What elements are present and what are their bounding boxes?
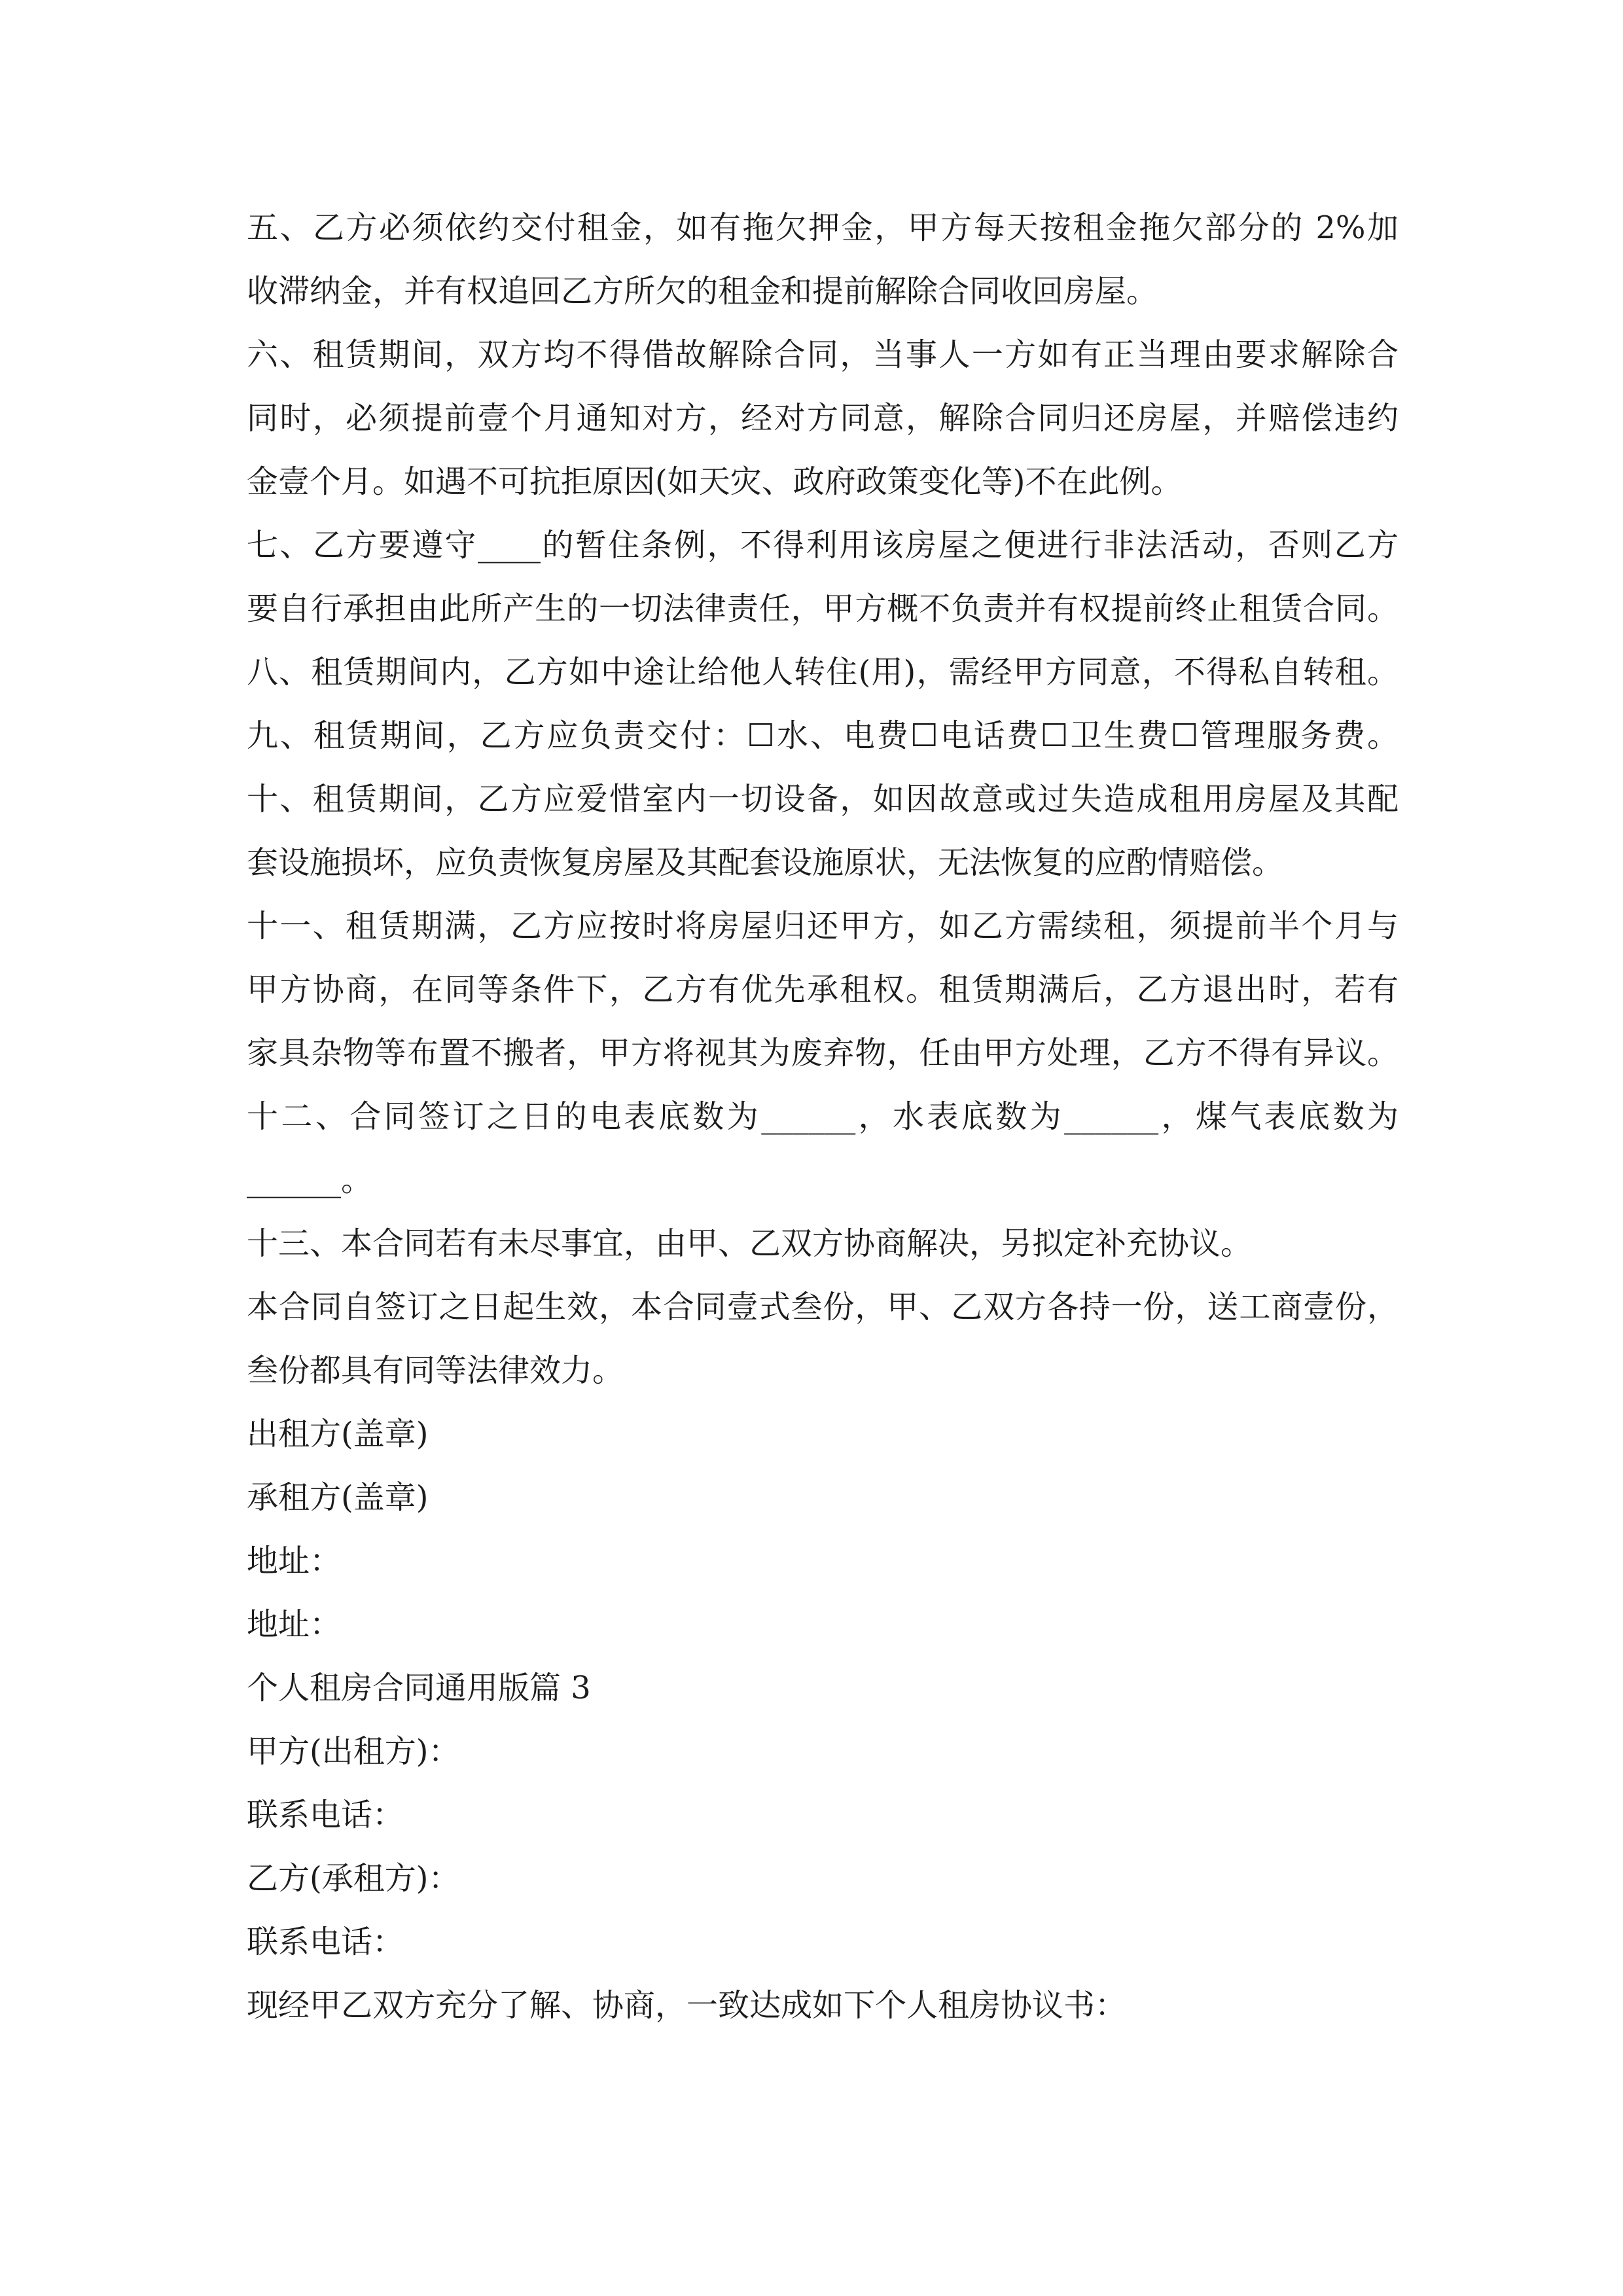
clause-6-line-2: 同时，必须提前壹个月通知对方，经对方同意，解除合同归还房屋，并赔偿违约 [247,400,1399,437]
clause-13-line-1: 十三、本合同若有未尽事宜，由甲、乙双方协商解决，另拟定补充协议。 [247,1225,1253,1262]
clause-7-line-1: 七、乙方要遵守____的暂住条例，不得利用该房屋之便进行非法活动，否则乙方 [247,527,1399,564]
lessor-address-label: 地址： [247,1543,342,1579]
party-a-phone-label: 联系电话： [247,1797,404,1833]
document-body [247,196,1399,2037]
effective-clause-line-2: 叁份都具有同等法律效力。 [247,1352,624,1389]
clause-7-line-2: 要自行承担由此所产生的一切法律责任，甲方概不负责并有权提前终止租赁合同。 [247,590,1399,627]
clause-11-line-2: 甲方协商，在同等条件下，乙方有优先承租权。租赁期满后，乙方退出时，若有 [247,971,1399,1008]
clause-10-line-2: 套设施损坏，应负责恢复房屋及其配套设施原状，无法恢复的应酌情赔偿。 [247,844,1284,881]
effective-clause-line-1: 本合同自签订之日起生效，本合同壹式叁份，甲、乙双方各持一份，送工商壹份， [247,1289,1399,1325]
section-heading: 个人租房合同通用版篇 3 [247,1670,591,1706]
party-b-label: 乙方(承租方)： [247,1860,460,1897]
clause-12-line-2: ______。 [247,1162,373,1198]
clause-11-line-1: 十一、租赁期满，乙方应按时将房屋归还甲方，如乙方需续租，须提前半个月与 [247,908,1399,944]
agreement-intro: 现经甲乙双方充分了解、协商，一致达成如下个人租房协议书： [247,1987,1127,2024]
party-b-phone-label: 联系电话： [247,1924,404,1960]
lessee-seal-label: 承租方(盖章) [247,1479,429,1516]
clause-5-line-1: 五、乙方必须依约交付租金，如有拖欠押金，甲方每天按租金拖欠部分的 2%加 [247,209,1399,246]
clause-9-line-1: 九、租赁期间，乙方应负责交付：☐水、电费☐电话费☐卫生费☐管理服务费。 [247,717,1399,754]
party-a-label: 甲方(出租方)： [247,1733,460,1770]
clause-6-line-1: 六、租赁期间，双方均不得借故解除合同，当事人一方如有正当理由要求解除合 [247,336,1399,373]
clause-5-line-2: 收滞纳金，并有权追回乙方所欠的租金和提前解除合同收回房屋。 [247,273,1158,310]
lessor-seal-label: 出租方(盖章) [247,1416,429,1452]
clause-11-line-3: 家具杂物等布置不搬者，甲方将视其为废弃物，任由甲方处理，乙方不得有异议。 [247,1035,1399,1071]
clause-10-line-1: 十、租赁期间，乙方应爱惜室内一切设备，如因故意或过失造成租用房屋及其配 [247,781,1399,817]
clause-8-line-1: 八、租赁期间内，乙方如中途让给他人转住(用)，需经甲方同意，不得私自转租。 [247,654,1399,691]
clause-12-line-1: 十二、合同签订之日的电表底数为______，水表底数为______，煤气表底数为 [247,1098,1399,1135]
lessee-address-label: 地址： [247,1606,342,1643]
clause-6-line-3: 金壹个月。如遇不可抗拒原因(如天灾、政府政策变化等)不在此例。 [247,463,1183,500]
